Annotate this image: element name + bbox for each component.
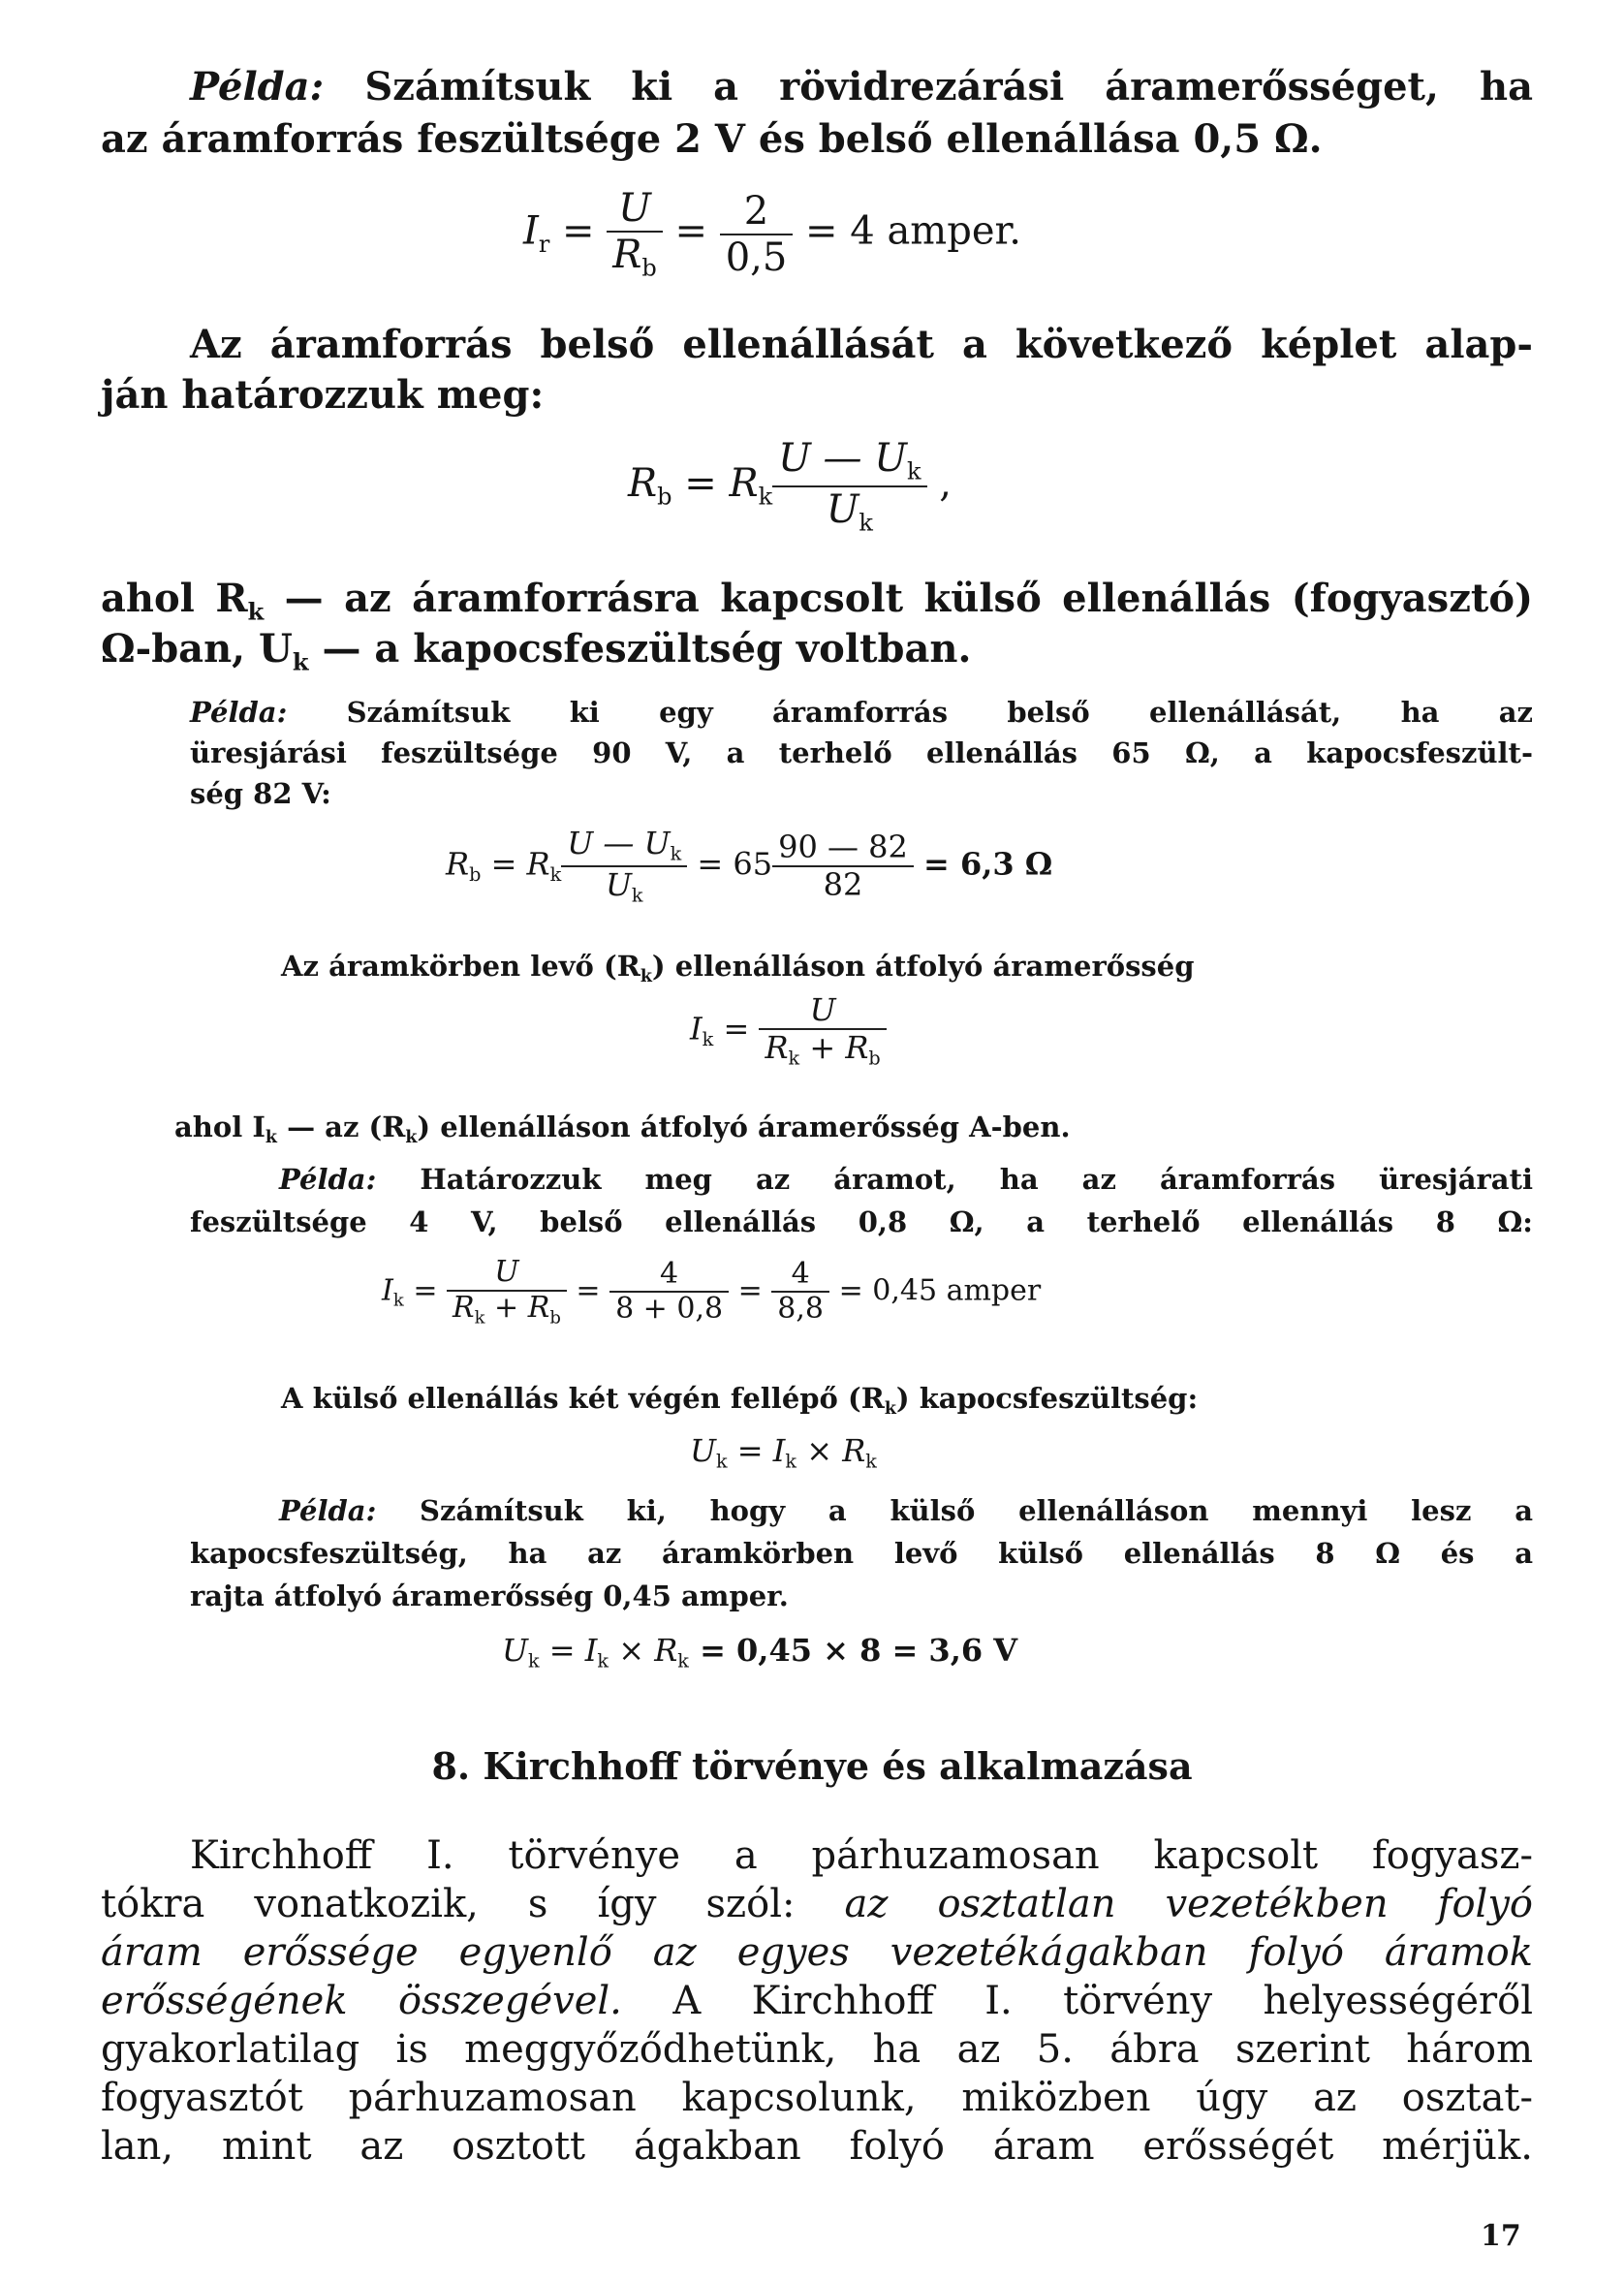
fraction: $\frac{2}{0,5}$	[720, 189, 794, 280]
formula-example4: $U_k = I_k \times R_k = 0,45 \times 8 = 3,6$ V	[502, 1632, 1018, 1673]
paragraph-line: lan, mint az osztott ágakban folyó áram erősségét mérjük.	[101, 2124, 1533, 2169]
example4-line1: Példa: Számítsuk ki, hogy a külső ellenálláson mennyi lesz a	[279, 1494, 1533, 1527]
terminal-voltage-intro: A külső ellenállás két végén fellépő $(R_k)$ kapocsfeszültség:	[281, 1382, 1199, 1420]
formula-internal-resistance: $R_b = R_k$ $\frac{U — U_k}{U_k}$ ,	[628, 436, 952, 537]
fraction: $\frac{U}{R_b}$	[607, 186, 663, 282]
example3-line1: Példa: Határozzuk meg az áramot, ha az áramforrás üresjárati	[279, 1163, 1533, 1196]
example2-line1: Példa: Számítsuk ki egy áramforrás belső ellenállását, ha az	[190, 696, 1533, 729]
example-label: Példa:	[190, 64, 325, 109]
paragraph-line: fogyasztót párhuzamosan kapcsolunk, miközben úgy az osztat-	[101, 2076, 1533, 2120]
paragraph-line: áram erőssége egyenlő az egyes vezetékágakban folyó áramok	[101, 1930, 1533, 1975]
formula-terminal-voltage: $U_k = I_k \times R_k$	[690, 1432, 877, 1473]
fraction: $\frac{U}{R_k + R_b}$	[447, 1256, 567, 1328]
fraction: $\frac{U — U_k}{U_k}$	[772, 436, 926, 537]
definition-line: Ω-ban, $U_k$ — a kapocsfeszültség voltban.	[101, 626, 972, 676]
formula-example2: $R_b = R_k$ $\frac{U — U_k}{U_k}$ = 65 $\frac{90 — 82}{82}$ = 6,3 Ω	[446, 825, 1053, 907]
paragraph-line: ján határozzuk meg:	[101, 372, 545, 418]
fraction: $\frac{4}{8,8}$	[771, 1258, 829, 1327]
example4-line3: rajta átfolyó áramerősség 0,45 amper.	[190, 1579, 789, 1612]
definition-line: ahol $R_k$ — az áramforrásra kapcsolt külső ellenállás (fogyasztó)	[101, 576, 1533, 626]
example1-line2: az áramforrás feszültsége 2 V és belső ellenállása 0,5 Ω.	[101, 116, 1323, 162]
example-label: Példa:	[190, 696, 288, 729]
formula-example3: $I_k$ = $\frac{U}{R_k + R_b}$ = $\frac{4}{8 + 0,8}$ = $\frac{4}{8,8}$ = 0,45 amper	[382, 1255, 1042, 1328]
paragraph-line: Kirchhoff I. törvénye a párhuzamosan kapcsolt fogyasz-	[190, 1833, 1533, 1878]
paragraph-line: Az áramforrás belső ellenállását a következő képlet alap-	[190, 322, 1533, 367]
example-label: Példa:	[279, 1163, 377, 1196]
current-intro: Az áramkörben levő $(R_k)$ ellenálláson átfolyó áramerősség	[281, 950, 1195, 987]
example2-line3: ség 82 V:	[190, 777, 331, 810]
example3-line2: feszültsége 4 V, belső ellenállás 0,8 Ω, a terhelő ellenállás 8 Ω:	[190, 1205, 1533, 1238]
section-heading: 8. Kirchhoff törvénye és alkalmazása	[431, 1744, 1193, 1788]
fraction: $\frac{U — U_k}{U_k}$	[561, 826, 687, 907]
example1-text: Számítsuk ki a rövidrezárási áramerősséget, ha	[364, 64, 1533, 109]
formula-current: $I_k$ = $\frac{U}{R_k + R_b}$	[690, 992, 887, 1070]
fraction: $\frac{U}{R_k + R_b}$	[759, 992, 886, 1070]
paragraph-line: tókra vonatkozik, s így szól: az osztatlan vezetékben folyó	[101, 1882, 1533, 1926]
page-number: 17	[1481, 2219, 1521, 2253]
paragraph-line: erősségének összegével. A Kirchhoff I. törvény helyességéről	[101, 1979, 1533, 2023]
example4-line2: kapocsfeszültség, ha az áramkörben levő külső ellenállás 8 Ω és a	[190, 1537, 1533, 1570]
example-label: Példa:	[279, 1494, 377, 1527]
paragraph-line: gyakorlatilag is meggyőződhetünk, ha az 5. ábra szerint három	[101, 2027, 1533, 2072]
definition-line: ahol $I_k$ — az $(R_k)$ ellenálláson átfolyó áramerősség A-ben.	[174, 1110, 1071, 1148]
fraction: $\frac{4}{8 + 0,8}$	[609, 1258, 729, 1327]
example2-line2: üresjárási feszültsége 90 V, a terhelő ellenállás 65 Ω, a kapocsfeszült-	[190, 736, 1533, 769]
fraction: $\frac{90 — 82}{82}$	[772, 829, 914, 903]
example1-line1	[190, 64, 1533, 109]
formula-short-circuit: $I_r$ = $\frac{U}{R_b}$ = $\frac{2}{0,5}$ = 4 amper.	[523, 186, 1021, 282]
